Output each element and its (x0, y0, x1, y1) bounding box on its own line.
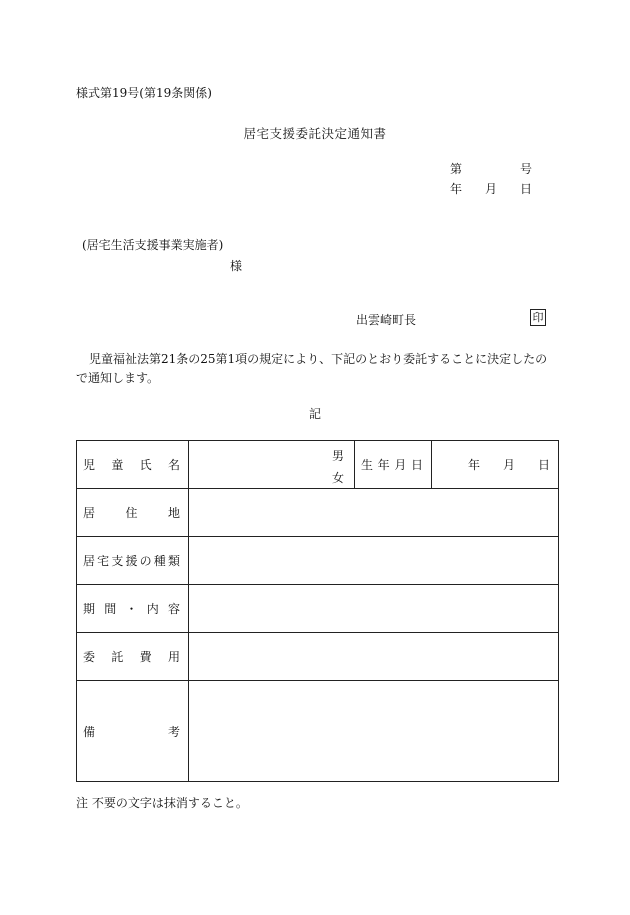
ki-heading: 記 (308, 407, 321, 421)
table-row (77, 537, 559, 585)
document-number (450, 160, 532, 177)
table-row (77, 585, 559, 633)
address-label: 居 住 地 (77, 489, 189, 537)
sex-options (332, 445, 344, 489)
child-name-label: 児 童 氏 名 (77, 441, 189, 489)
remarks-label: 備 考 (77, 681, 189, 782)
address-field[interactable] (189, 489, 559, 537)
table-row (77, 681, 559, 782)
support-type-field[interactable] (189, 537, 559, 585)
doc-number-prefix: 第 (450, 162, 463, 176)
table-row (77, 633, 559, 681)
cost-field[interactable] (189, 633, 559, 681)
sex-male: 男 (331, 449, 344, 463)
date-day: 日 (519, 182, 532, 196)
birthdate-label: 生 年 月 日 (355, 441, 432, 489)
table-row (77, 489, 559, 537)
doc-number-suffix: 号 (519, 162, 532, 176)
recipient-honorific: 様 (230, 259, 243, 273)
footnote: 注 不要の文字は抹消すること。 (76, 796, 248, 810)
table-row (77, 441, 559, 489)
seal-mark: 印 (530, 309, 546, 326)
issuer-name: 出雲崎町長 (356, 313, 417, 327)
details-table (76, 440, 559, 782)
support-type-label: 居 宅 支 援 の 種 類 (77, 537, 189, 585)
period-content-label: 期 間 ・ 内 容 (77, 585, 189, 633)
body-paragraph: 児童福祉法第21条の25第1項の規定により、下記のとおり委託することに決定したので通知します。 (76, 352, 548, 385)
birthdate-field[interactable]: 年 月 日 (432, 441, 559, 489)
remarks-field[interactable] (189, 681, 559, 782)
recipient-label: (居宅生活支援事業実施者) (82, 238, 224, 252)
cost-label: 委 託 費 用 (77, 633, 189, 681)
period-content-field[interactable] (189, 585, 559, 633)
sex-female: 女 (331, 471, 344, 485)
form-number: 様式第19号(第19条関係) (76, 86, 212, 100)
date-year: 年 (450, 182, 463, 196)
document-title: 居宅支援委託決定通知書 (243, 126, 387, 141)
issue-date (450, 180, 532, 197)
date-month: 月 (484, 182, 497, 196)
child-name-field[interactable] (189, 441, 355, 489)
